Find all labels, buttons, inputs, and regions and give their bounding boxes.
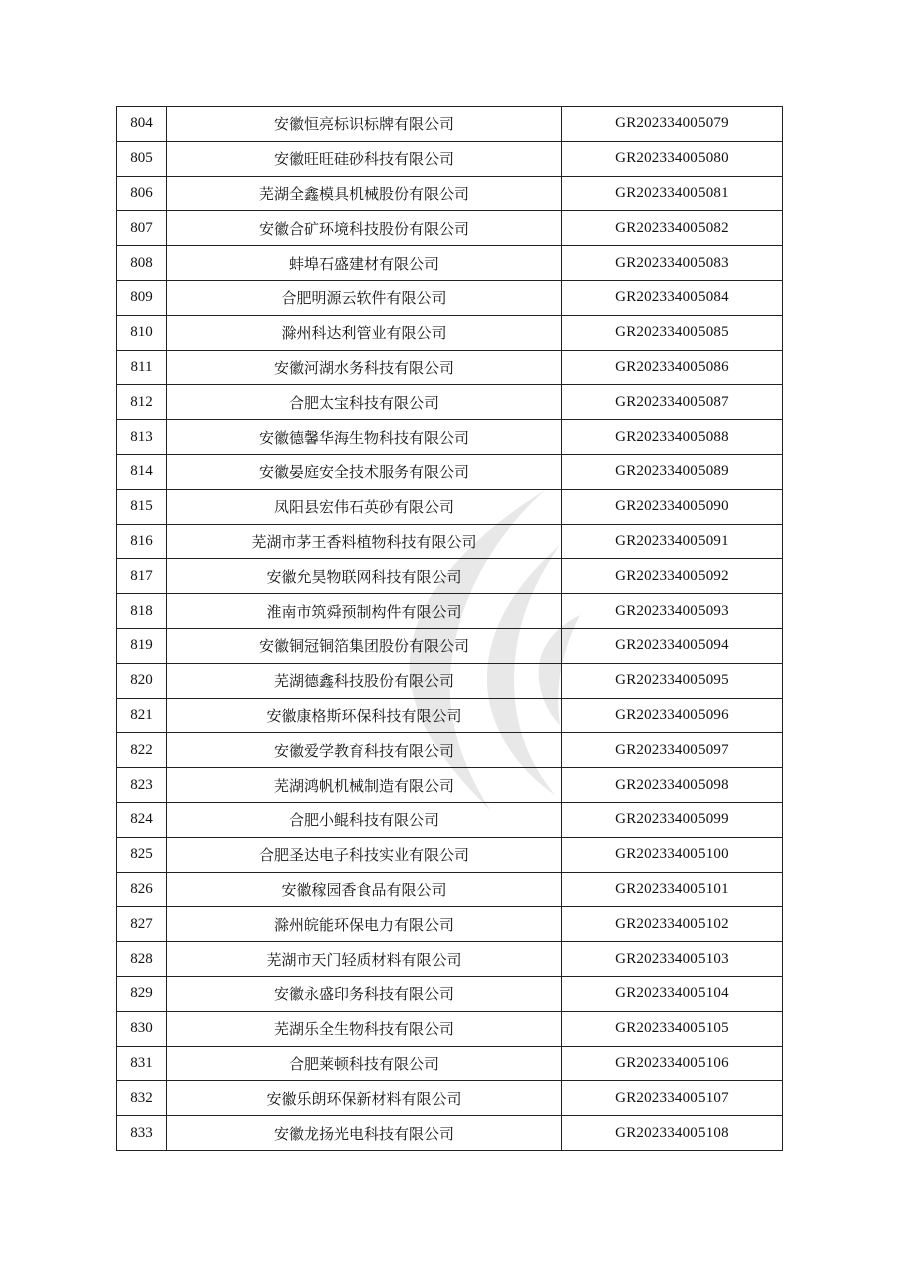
company-name: 安徽允昊物联网科技有限公司 xyxy=(167,559,562,594)
certificate-code: GR202334005082 xyxy=(562,211,783,246)
certificate-code: GR202334005080 xyxy=(562,141,783,176)
row-number: 827 xyxy=(117,907,167,942)
table-row xyxy=(117,698,783,733)
certificate-code: GR202334005100 xyxy=(562,837,783,872)
row-number: 809 xyxy=(117,280,167,315)
row-number: 825 xyxy=(117,837,167,872)
table-row xyxy=(117,141,783,176)
company-name: 合肥太宝科技有限公司 xyxy=(167,385,562,420)
company-name: 芜湖德鑫科技股份有限公司 xyxy=(167,663,562,698)
table-row xyxy=(117,211,783,246)
company-name: 安徽龙扬光电科技有限公司 xyxy=(167,1116,562,1151)
table-row xyxy=(117,559,783,594)
certificate-code: GR202334005092 xyxy=(562,559,783,594)
company-name: 安徽永盛印务科技有限公司 xyxy=(167,976,562,1011)
table-row xyxy=(117,802,783,837)
company-name: 合肥莱顿科技有限公司 xyxy=(167,1046,562,1081)
table-row xyxy=(117,107,783,142)
table-row xyxy=(117,280,783,315)
row-number: 812 xyxy=(117,385,167,420)
table-row xyxy=(117,976,783,1011)
row-number: 828 xyxy=(117,942,167,977)
company-name: 淮南市筑舜预制构件有限公司 xyxy=(167,594,562,629)
row-number: 805 xyxy=(117,141,167,176)
table-row xyxy=(117,837,783,872)
company-name: 合肥小鲲科技有限公司 xyxy=(167,802,562,837)
certificate-code: GR202334005105 xyxy=(562,1011,783,1046)
table-row xyxy=(117,385,783,420)
certificate-code: GR202334005089 xyxy=(562,454,783,489)
table-row xyxy=(117,1116,783,1151)
certificate-code: GR202334005093 xyxy=(562,594,783,629)
table-row xyxy=(117,628,783,663)
table-row xyxy=(117,350,783,385)
row-number: 829 xyxy=(117,976,167,1011)
table-row xyxy=(117,872,783,907)
table-row xyxy=(117,454,783,489)
certificate-code: GR202334005106 xyxy=(562,1046,783,1081)
row-number: 830 xyxy=(117,1011,167,1046)
company-name: 安徽旺旺硅砂科技有限公司 xyxy=(167,141,562,176)
company-name: 安徽康格斯环保科技有限公司 xyxy=(167,698,562,733)
table-row xyxy=(117,907,783,942)
certificate-code: GR202334005095 xyxy=(562,663,783,698)
row-number: 819 xyxy=(117,628,167,663)
company-name: 芜湖市茅王香料植物科技有限公司 xyxy=(167,524,562,559)
table-row xyxy=(117,420,783,455)
company-name: 芜湖市天门轻质材料有限公司 xyxy=(167,942,562,977)
certificate-code: GR202334005091 xyxy=(562,524,783,559)
row-number: 815 xyxy=(117,489,167,524)
row-number: 822 xyxy=(117,733,167,768)
table-row xyxy=(117,246,783,281)
row-number: 824 xyxy=(117,802,167,837)
table-row xyxy=(117,1046,783,1081)
certificate-code: GR202334005108 xyxy=(562,1116,783,1151)
certificate-code: GR202334005104 xyxy=(562,976,783,1011)
company-name: 安徽晏庭安全技术服务有限公司 xyxy=(167,454,562,489)
row-number: 808 xyxy=(117,246,167,281)
row-number: 807 xyxy=(117,211,167,246)
company-name: 安徽稼园香食品有限公司 xyxy=(167,872,562,907)
row-number: 820 xyxy=(117,663,167,698)
certificate-code: GR202334005098 xyxy=(562,768,783,803)
certificate-table xyxy=(116,106,783,1151)
certificate-code: GR202334005088 xyxy=(562,420,783,455)
company-name: 安徽河湖水务科技有限公司 xyxy=(167,350,562,385)
certificate-code: GR202334005087 xyxy=(562,385,783,420)
company-name: 蚌埠石盛建材有限公司 xyxy=(167,246,562,281)
certificate-code: GR202334005084 xyxy=(562,280,783,315)
row-number: 813 xyxy=(117,420,167,455)
table-row xyxy=(117,524,783,559)
row-number: 814 xyxy=(117,454,167,489)
row-number: 804 xyxy=(117,107,167,142)
table-row xyxy=(117,315,783,350)
company-name: 滁州科达利管业有限公司 xyxy=(167,315,562,350)
certificate-code: GR202334005083 xyxy=(562,246,783,281)
certificate-code: GR202334005085 xyxy=(562,315,783,350)
row-number: 817 xyxy=(117,559,167,594)
company-name: 芜湖鸿帆机械制造有限公司 xyxy=(167,768,562,803)
row-number: 806 xyxy=(117,176,167,211)
row-number: 826 xyxy=(117,872,167,907)
company-name: 安徽恒亮标识标牌有限公司 xyxy=(167,107,562,142)
certificate-code: GR202334005096 xyxy=(562,698,783,733)
company-name: 芜湖全鑫模具机械股份有限公司 xyxy=(167,176,562,211)
company-name: 凤阳县宏伟石英砂有限公司 xyxy=(167,489,562,524)
certificate-code: GR202334005094 xyxy=(562,628,783,663)
table-row xyxy=(117,176,783,211)
table-row xyxy=(117,733,783,768)
certificate-code: GR202334005102 xyxy=(562,907,783,942)
row-number: 823 xyxy=(117,768,167,803)
company-name: 合肥圣达电子科技实业有限公司 xyxy=(167,837,562,872)
row-number: 831 xyxy=(117,1046,167,1081)
row-number: 833 xyxy=(117,1116,167,1151)
row-number: 832 xyxy=(117,1081,167,1116)
table-row xyxy=(117,489,783,524)
company-name: 安徽德馨华海生物科技有限公司 xyxy=(167,420,562,455)
company-name: 滁州皖能环保电力有限公司 xyxy=(167,907,562,942)
company-name: 安徽爱学教育科技有限公司 xyxy=(167,733,562,768)
table-row xyxy=(117,1081,783,1116)
certificate-table-body xyxy=(117,107,783,1151)
company-name: 合肥明源云软件有限公司 xyxy=(167,280,562,315)
row-number: 816 xyxy=(117,524,167,559)
table-row xyxy=(117,663,783,698)
certificate-code: GR202334005086 xyxy=(562,350,783,385)
certificate-code: GR202334005079 xyxy=(562,107,783,142)
certificate-code: GR202334005090 xyxy=(562,489,783,524)
table-row xyxy=(117,594,783,629)
company-name: 芜湖乐全生物科技有限公司 xyxy=(167,1011,562,1046)
row-number: 818 xyxy=(117,594,167,629)
table-row xyxy=(117,942,783,977)
certificate-code: GR202334005081 xyxy=(562,176,783,211)
company-name: 安徽乐朗环保新材料有限公司 xyxy=(167,1081,562,1116)
company-name: 安徽铜冠铜箔集团股份有限公司 xyxy=(167,628,562,663)
row-number: 811 xyxy=(117,350,167,385)
certificate-code: GR202334005103 xyxy=(562,942,783,977)
row-number: 821 xyxy=(117,698,167,733)
row-number: 810 xyxy=(117,315,167,350)
certificate-code: GR202334005099 xyxy=(562,802,783,837)
table-row xyxy=(117,1011,783,1046)
table-row xyxy=(117,768,783,803)
certificate-code: GR202334005107 xyxy=(562,1081,783,1116)
certificate-code: GR202334005097 xyxy=(562,733,783,768)
company-name: 安徽合矿环境科技股份有限公司 xyxy=(167,211,562,246)
certificate-code: GR202334005101 xyxy=(562,872,783,907)
